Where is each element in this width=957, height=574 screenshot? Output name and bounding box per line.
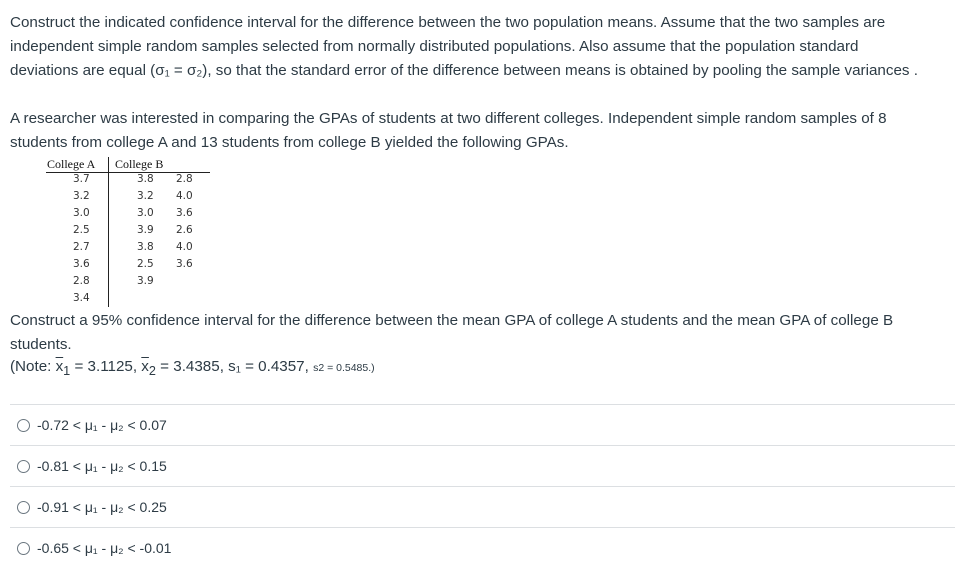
note-prefix: (Note: bbox=[10, 358, 56, 375]
college-b-gpa-cell: 3.6 bbox=[176, 258, 193, 270]
option-label: -0.72 < μ₁ - μ₂ < 0.07 bbox=[37, 417, 167, 433]
scenario-line: students from college A and 13 students from college B yielded the following GPAs. bbox=[10, 134, 569, 151]
x1-bar-symbol: $\overline{x}$ bbox=[55, 358, 64, 375]
college-a-gpa-cell: 3.7 bbox=[73, 173, 90, 185]
college-a-gpa-cell: 2.7 bbox=[73, 241, 90, 253]
option-label: -0.65 < μ₁ - μ₂ < -0.01 bbox=[37, 540, 172, 556]
college-b-gpa-cell: 3.8 bbox=[137, 173, 154, 185]
x1-subscript: 1 bbox=[63, 364, 71, 379]
s2-value: s2 = 0.5485.) bbox=[313, 362, 375, 374]
college-b-gpa-cell: 3.0 bbox=[137, 207, 154, 219]
answer-option-4[interactable] bbox=[10, 527, 955, 568]
sample-statistics-note bbox=[10, 355, 950, 383]
question-line: Construct a 95% confidence interval for the difference between the mean GPA of college A students and the mean GPA of college B bbox=[10, 312, 894, 329]
college-b-gpa-cell: 3.8 bbox=[137, 241, 154, 253]
scenario-line: A researcher was interested in comparing the GPAs of students at two different colleges. Independent simple random samples of 8 bbox=[10, 110, 887, 127]
answer-option-3[interactable] bbox=[10, 486, 955, 527]
instructions-line: independent simple random samples selected from normally distributed populations. Also assume that the population standard bbox=[10, 38, 859, 55]
college-a-gpa-cell: 3.6 bbox=[73, 258, 90, 270]
college-a-gpa-cell: 3.0 bbox=[73, 207, 90, 219]
college-a-header: College A bbox=[47, 157, 96, 171]
x2-subscript: 2 bbox=[148, 364, 156, 379]
table-column-divider bbox=[108, 157, 109, 307]
option-label: -0.81 < μ₁ - μ₂ < 0.15 bbox=[37, 458, 167, 474]
radio-button[interactable] bbox=[17, 419, 30, 432]
radio-button[interactable] bbox=[17, 501, 30, 514]
college-b-gpa-cell: 3.9 bbox=[137, 224, 154, 236]
answer-option-1[interactable] bbox=[10, 404, 955, 445]
college-b-gpa-cell: 2.8 bbox=[176, 173, 193, 185]
college-b-gpa-cell: 2.6 bbox=[176, 224, 193, 236]
college-b-gpa-cell: 2.5 bbox=[137, 258, 154, 270]
college-a-gpa-cell: 2.8 bbox=[73, 275, 90, 287]
college-a-gpa-cell: 2.5 bbox=[73, 224, 90, 236]
x2-and-s1-values: = 3.4385, s₁ = 0.4357, bbox=[155, 358, 314, 375]
college-b-gpa-cell: 3.6 bbox=[176, 207, 193, 219]
scenario-paragraph bbox=[10, 107, 950, 155]
radio-button[interactable] bbox=[17, 542, 30, 555]
college-b-header: College B bbox=[115, 157, 164, 171]
college-b-gpa-cell: 4.0 bbox=[176, 190, 193, 202]
option-label: -0.91 < μ₁ - μ₂ < 0.25 bbox=[37, 499, 167, 515]
radio-button[interactable] bbox=[17, 460, 30, 473]
question-line: students. bbox=[10, 336, 72, 353]
question-paragraph bbox=[10, 309, 950, 357]
answer-option-2[interactable] bbox=[10, 445, 955, 486]
instructions-line: Construct the indicated confidence interval for the difference between the two population means. Assume that the two samples are bbox=[10, 14, 886, 31]
college-a-gpa-cell: 3.4 bbox=[73, 292, 90, 304]
college-a-gpa-cell: 3.2 bbox=[73, 190, 90, 202]
college-b-gpa-cell: 3.2 bbox=[137, 190, 154, 202]
instructions-line: deviations are equal (σ₁ = σ₂), so that the standard error of the difference between means is obtained by pooling the sample variances . bbox=[10, 62, 918, 79]
instructions-paragraph bbox=[10, 11, 950, 83]
college-b-gpa-cell: 3.9 bbox=[137, 275, 154, 287]
x2-bar-symbol: $\overline{x}$ bbox=[141, 358, 149, 375]
college-b-gpa-cell: 4.0 bbox=[176, 241, 193, 253]
x1-value: = 3.1125, bbox=[70, 358, 142, 375]
